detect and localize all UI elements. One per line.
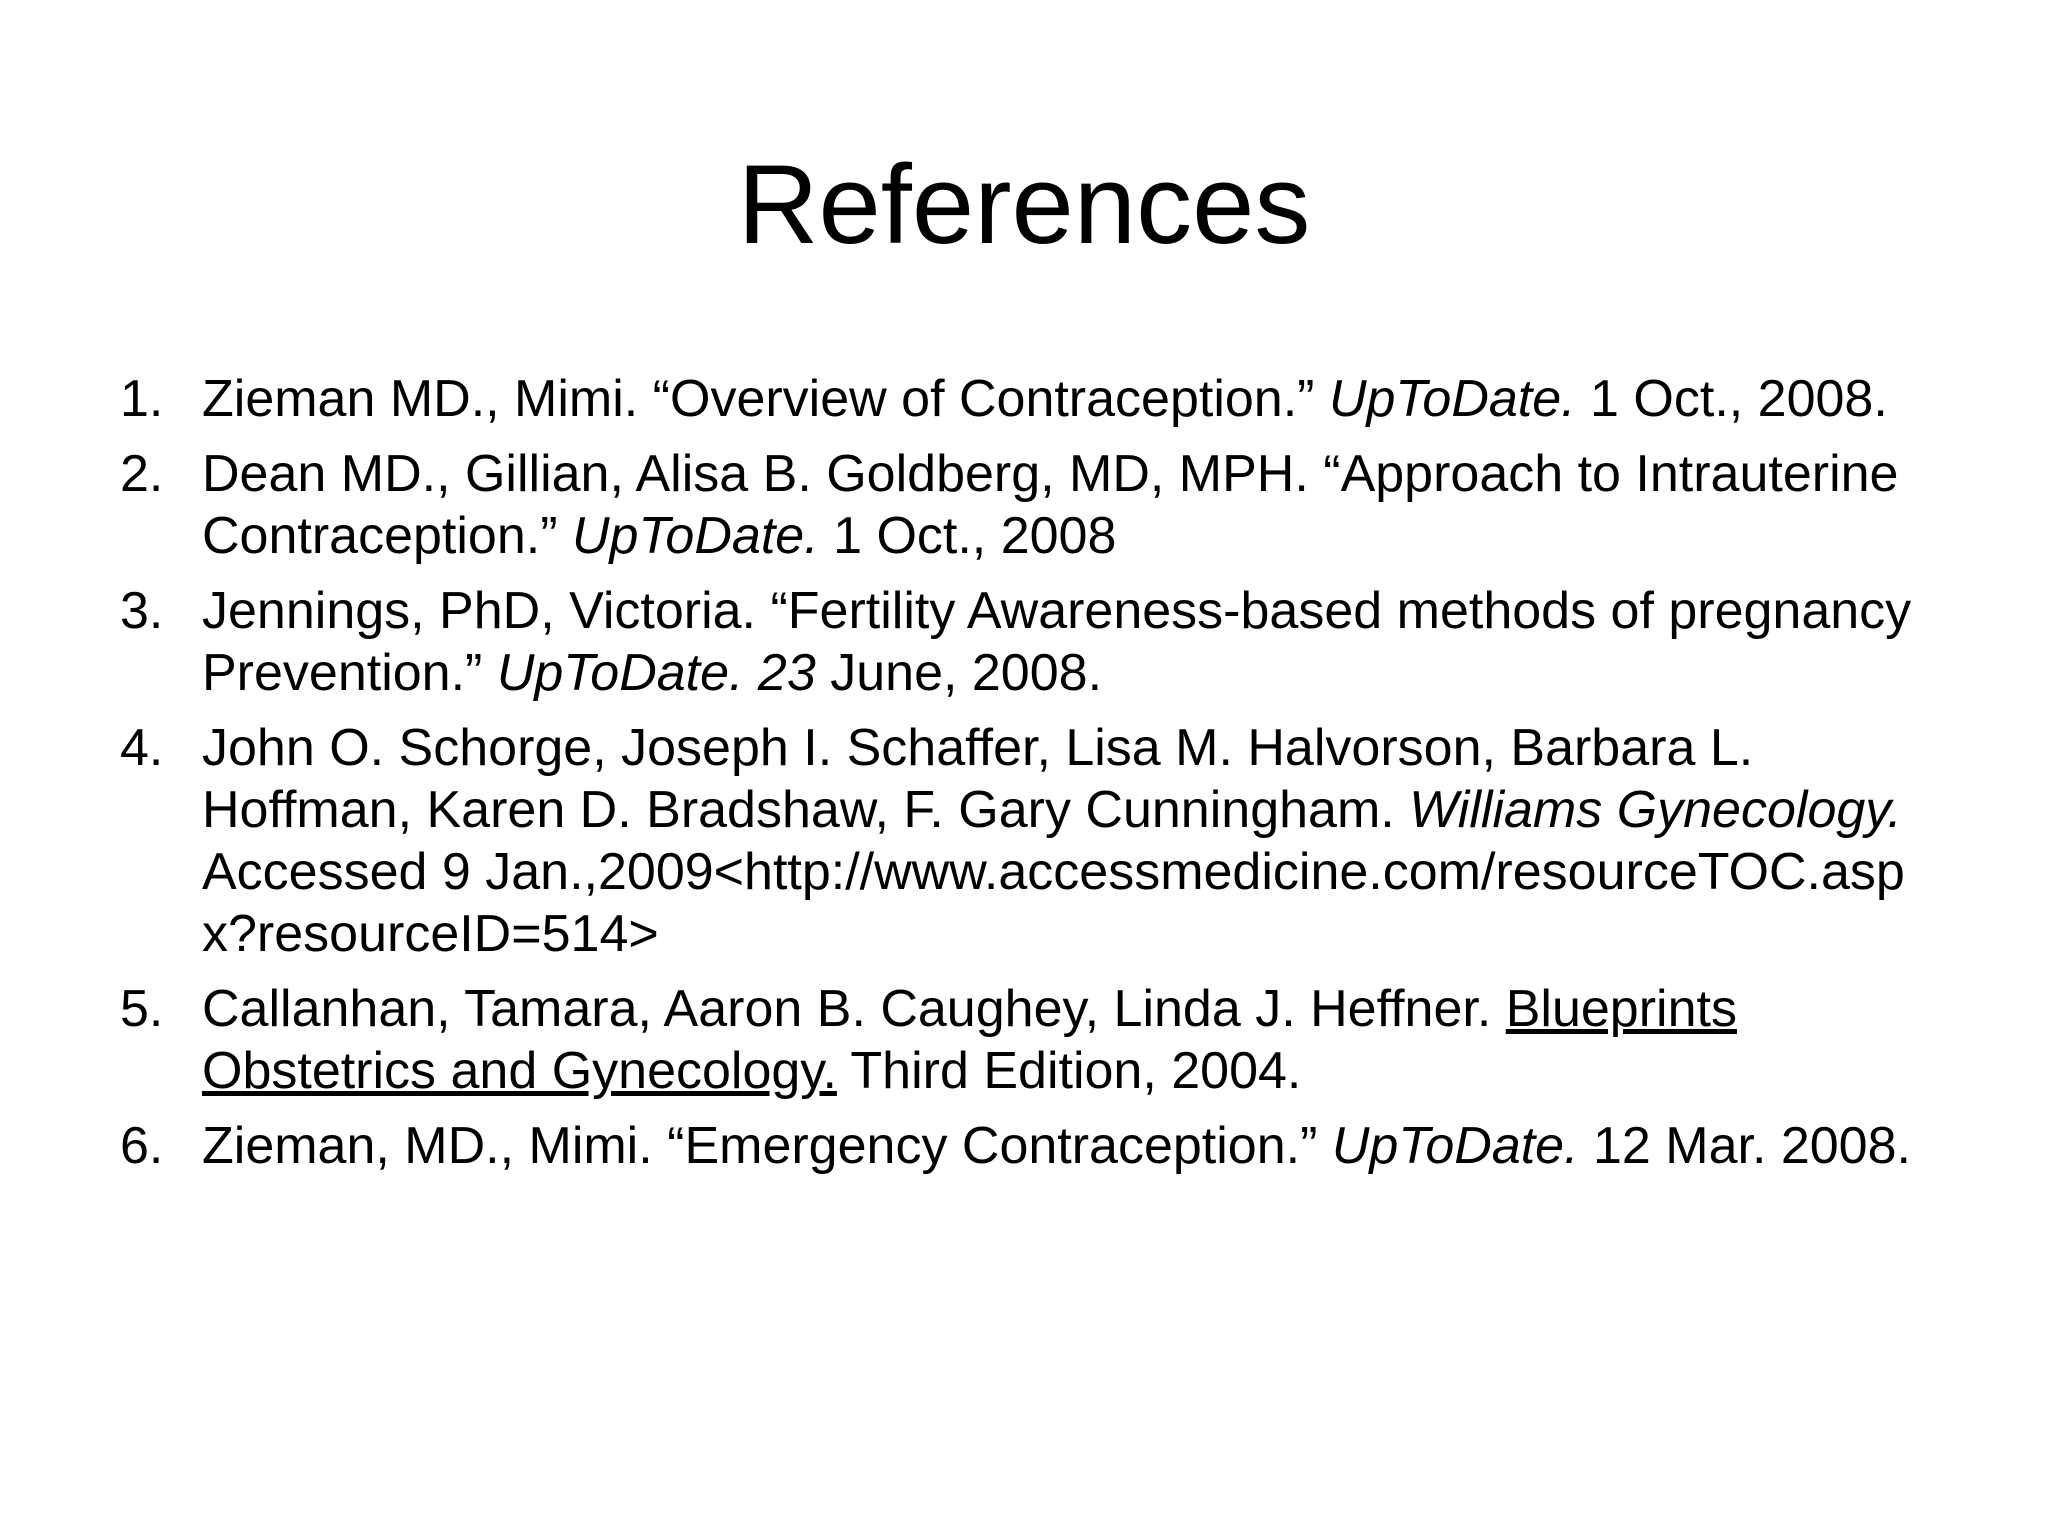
reference-number: 2.	[120, 445, 164, 503]
reference-number: 4.	[120, 719, 164, 777]
reference-text: Zieman MD., Mimi. “Overview of Contraception.”	[202, 370, 1329, 428]
reference-source: UpToDate.	[1331, 1117, 1579, 1175]
reference-list	[120, 368, 1920, 1190]
reference-date: Third Edition, 2004.	[836, 1042, 1302, 1100]
slide-title: References	[737, 142, 1311, 267]
reference-date: 1 Oct., 2008	[818, 507, 1117, 565]
reference-url: <http://www.accessmedicine.com/resourceTOC.aspx?resourceID=514>	[202, 843, 1905, 963]
reference-item	[120, 580, 1920, 704]
reference-source: Blueprints Obstetrics and Gynecology.	[202, 980, 1737, 1100]
reference-source: UpToDate.	[1328, 370, 1576, 428]
reference-date: Accessed 9 Jan.,2009	[202, 843, 714, 901]
reference-text: Jennings, PhD, Victoria. “Fertility Awareness-based methods of pregnancy Prevention.”	[202, 582, 1912, 702]
reference-text: Zieman, MD., Mimi. “Emergency Contraception.”	[202, 1117, 1332, 1175]
reference-date: June, 2008.	[815, 644, 1103, 702]
reference-item	[120, 1115, 1920, 1177]
reference-source: UpToDate.	[571, 507, 819, 565]
reference-source: UpToDate. 23	[496, 644, 816, 702]
reference-date: 1 Oct., 2008.	[1575, 370, 1888, 428]
reference-date: 12 Mar. 2008.	[1578, 1117, 1911, 1175]
reference-number: 3.	[120, 582, 164, 640]
reference-text: John O. Schorge, Joseph I. Schaffer, Lisa M. Halvorson, Barbara L. Hoffman, Karen D. Bradshaw, F. Gary Cunningham.	[202, 719, 1754, 839]
reference-item	[120, 368, 1920, 430]
reference-item	[120, 443, 1920, 567]
reference-number: 1.	[120, 370, 164, 428]
reference-source: Williams Gynecology.	[1409, 781, 1902, 839]
reference-number: 5.	[120, 980, 164, 1038]
reference-item	[120, 978, 1920, 1102]
reference-text: Dean MD., Gillian, Alisa B. Goldberg, MD, MPH. “Approach to Intrauterine Contraception.”	[202, 445, 1899, 565]
reference-number: 6.	[120, 1117, 164, 1175]
reference-item	[120, 717, 1920, 965]
reference-text: Callanhan, Tamara, Aaron B. Caughey, Linda J. Heffner.	[202, 980, 1506, 1038]
